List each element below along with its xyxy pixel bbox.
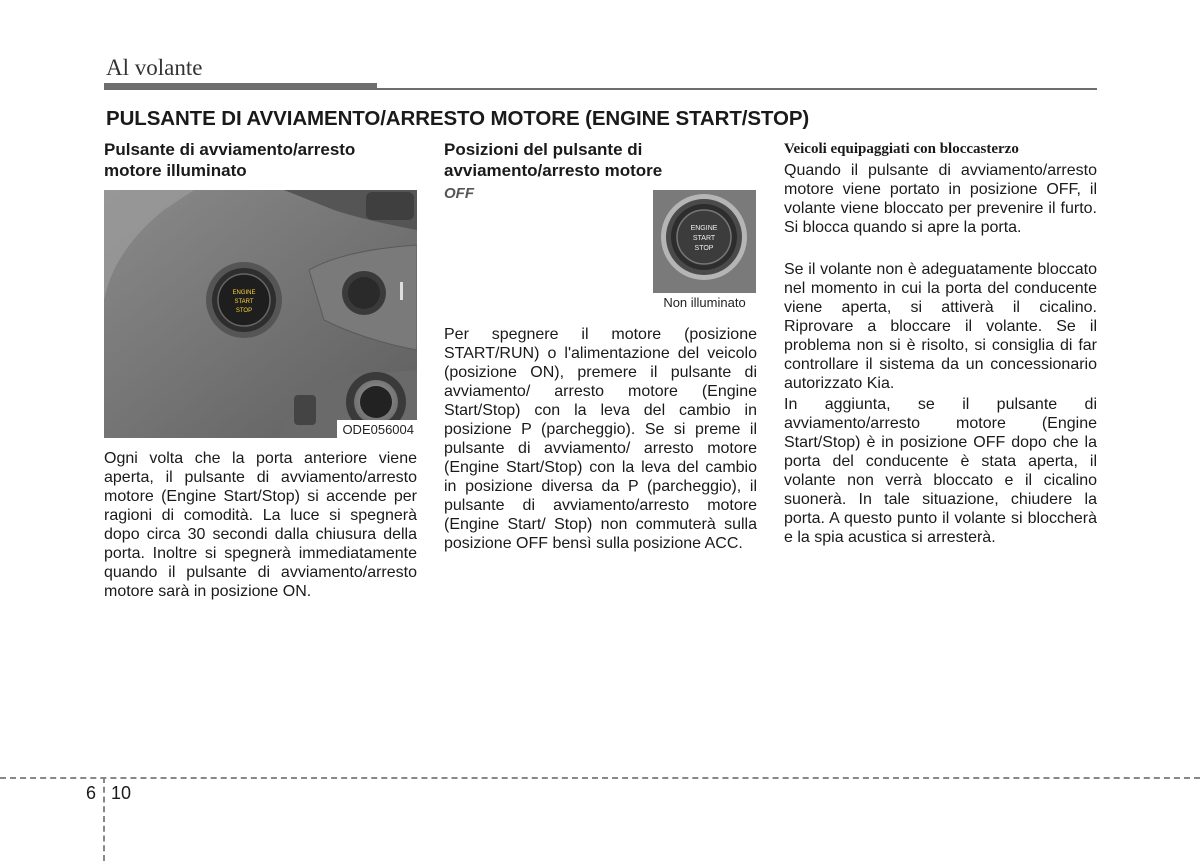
header-rule-thin bbox=[377, 88, 1097, 90]
figure-caption: Non illuminato bbox=[653, 293, 756, 313]
figure-dashboard-button bbox=[104, 190, 417, 438]
start-button-illustration bbox=[653, 190, 756, 293]
col1-body-text: Ogni volta che la porta anteriore viene aperta, il pulsante di avviamento/arresto motore (Engine Start/Stop) si accende per ragioni di comodità. La luce si spegnerà dopo circa 30 secondi dalla chiusura della porta. Inoltre si spegnerà immediatamente quando il pulsante di avviamento/arresto motore sarà in posizione ON. bbox=[104, 450, 417, 600]
col2-body-text: Per spegnere il motore (posizione START/RUN) o l'alimentazione del veicolo (posizione ON), premere il pulsante di avviamento/ arresto motore (Engine Start/Stop) con la leva del cambio in posizione P (parcheggio). Se si preme il pulsante di avviamento/ arresto motore (Engine Start/Stop) con la leva del cambio in posizione diversa da P (parcheggio), il pulsante di avviamento/arresto motore (Engine Start/ Stop) non commuterà sulla posizione OFF bensì sulla posizione ACC. bbox=[444, 326, 757, 552]
col2-heading: Posizioni del pulsante di avviamento/arresto motore bbox=[444, 140, 663, 180]
col3-paragraph-1: Quando il pulsante di avviamento/arresto motore viene portato in posizione OFF, il volante viene bloccato per prevenire il furto. Si blocca quando si apre la porta. bbox=[784, 162, 1097, 236]
figure-button-off bbox=[653, 190, 756, 313]
header-rule-thick bbox=[104, 83, 377, 90]
col3-paragraph-3: In aggiunta, se il pulsante di avviamento/arresto motore (Engine Start/Stop) è in posizione OFF dopo che la porta del conducente è stata aperta, il volante non verrà bloccato e il cicalino suonerà. In tale situazione, chiudere la porta. A questo punto il volante si bloccherà e la spia acustica si arresterà. bbox=[784, 396, 1097, 546]
page-number: 10 bbox=[111, 783, 132, 803]
figure2-button-line1: ENGINE bbox=[690, 225, 718, 232]
footer-divider bbox=[0, 777, 1200, 779]
dashboard-illustration bbox=[104, 190, 417, 438]
chapter-number: 6 bbox=[86, 783, 97, 803]
figure1-button-line1: ENGINE bbox=[232, 290, 256, 296]
col3-paragraph-2: Se il volante non è adeguatamente bloccato nel momento in cui la porta del conducente viene aperta, si attiverà il cicalino. Riprovare a bloccare il volante. Se il problema non si è risolto, si consiglia di far controllare il sistema da un concessionario autorizzato Kia. bbox=[784, 261, 1097, 392]
col1-heading: Pulsante di avviamento/arresto motore illuminato bbox=[104, 140, 356, 180]
figure1-button-line3: STOP bbox=[235, 308, 253, 314]
col3-heading: Veicoli equipaggiati con bloccasterzo bbox=[784, 141, 1019, 157]
page-title: PULSANTE DI AVVIAMENTO/ARRESTO MOTORE (ENGINE START/STOP) bbox=[106, 107, 810, 130]
section-label: Al volante bbox=[106, 55, 203, 80]
off-subheading: OFF bbox=[444, 185, 474, 202]
figure-code: ODE056004 bbox=[337, 420, 417, 438]
footer-vertical-divider bbox=[103, 777, 105, 861]
figure1-button-line2: START bbox=[234, 299, 254, 305]
figure2-button-line2: START bbox=[692, 235, 716, 242]
figure2-button-line3: STOP bbox=[694, 245, 714, 252]
